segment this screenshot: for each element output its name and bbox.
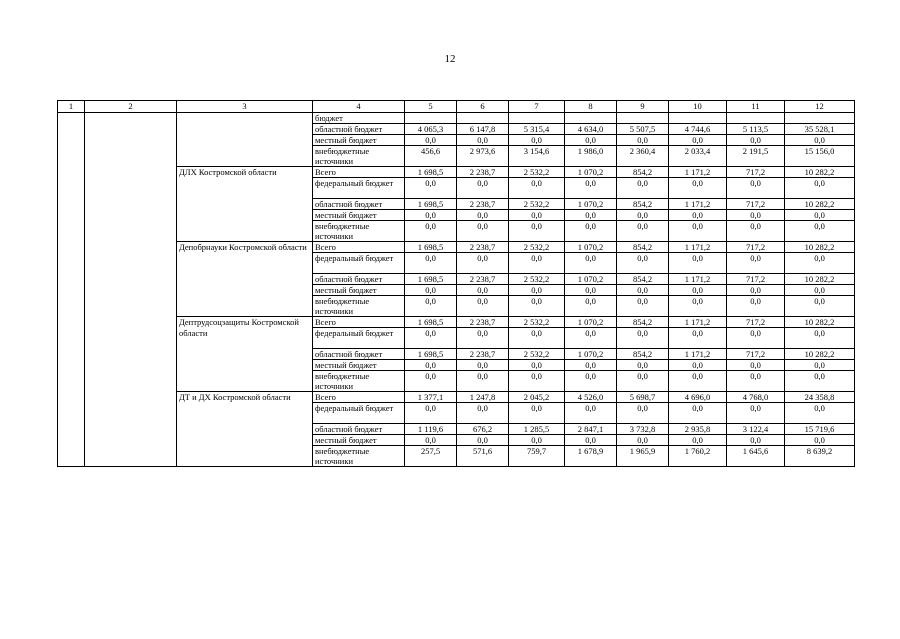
value-cell: 0,0 <box>669 178 727 199</box>
value-cell: 2 360,4 <box>617 146 669 167</box>
value-cell: 257,5 <box>405 446 457 467</box>
value-cell: 0,0 <box>785 328 855 349</box>
value-cell: 1 678,9 <box>565 446 617 467</box>
value-cell: 0,0 <box>727 328 785 349</box>
value-cell: 0,0 <box>785 371 855 392</box>
value-cell: 2 045,2 <box>509 392 565 403</box>
column-header: 9 <box>617 101 669 113</box>
row-label: Всего <box>313 392 405 403</box>
value-cell: 0,0 <box>727 178 785 199</box>
value-cell: 1 119,6 <box>405 424 457 435</box>
value-cell: 4 768,0 <box>727 392 785 403</box>
col-2-cell <box>85 113 177 467</box>
value-cell: 0,0 <box>509 360 565 371</box>
value-cell: 0,0 <box>785 435 855 446</box>
table-row <box>58 113 855 124</box>
value-cell: 0,0 <box>785 178 855 199</box>
column-header: 4 <box>313 101 405 113</box>
value-cell: 0,0 <box>509 328 565 349</box>
value-cell: 0,0 <box>617 135 669 146</box>
table-row <box>58 317 855 328</box>
value-cell: 2 033,4 <box>669 146 727 167</box>
executor-cell: ДЛХ Костромской области <box>177 167 313 242</box>
value-cell: 0,0 <box>565 253 617 274</box>
value-cell: 1 171,2 <box>669 167 727 178</box>
value-cell: 0,0 <box>565 285 617 296</box>
value-cell: 0,0 <box>509 221 565 242</box>
row-label: областной бюджет <box>313 349 405 360</box>
value-cell: 5 507,5 <box>617 124 669 135</box>
value-cell: 1 070,2 <box>565 199 617 210</box>
value-cell: 0,0 <box>509 435 565 446</box>
executor-cell: ДТ и ДХ Костромской области <box>177 392 313 467</box>
column-header: 11 <box>727 101 785 113</box>
value-cell: 2 238,7 <box>457 167 509 178</box>
value-cell: 0,0 <box>785 221 855 242</box>
value-cell: 0,0 <box>785 253 855 274</box>
row-label: местный бюджет <box>313 360 405 371</box>
value-cell: 0,0 <box>405 178 457 199</box>
value-cell: 0,0 <box>565 328 617 349</box>
value-cell: 1 377,1 <box>405 392 457 403</box>
value-cell: 0,0 <box>509 135 565 146</box>
value-cell: 1 070,2 <box>565 317 617 328</box>
row-label: внебюджетные источники <box>313 146 405 167</box>
value-cell: 4 065,3 <box>405 124 457 135</box>
value-cell: 3 732,8 <box>617 424 669 435</box>
value-cell: 0,0 <box>565 178 617 199</box>
value-cell: 0,0 <box>457 178 509 199</box>
value-cell: 0,0 <box>405 210 457 221</box>
value-cell: 2 532,2 <box>509 317 565 328</box>
value-cell: 3 154,6 <box>509 146 565 167</box>
value-cell: 717,2 <box>727 349 785 360</box>
value-cell: 2 532,2 <box>509 242 565 253</box>
value-cell: 676,2 <box>457 424 509 435</box>
column-header: 12 <box>785 101 855 113</box>
value-cell: 0,0 <box>405 296 457 317</box>
executor-cell: Депобрнауки Костромской области <box>177 242 313 317</box>
value-cell: 0,0 <box>617 178 669 199</box>
value-cell: 854,2 <box>617 317 669 328</box>
value-cell: 854,2 <box>617 242 669 253</box>
value-cell: 15 719,6 <box>785 424 855 435</box>
value-cell: 759,7 <box>509 446 565 467</box>
value-cell: 0,0 <box>405 328 457 349</box>
value-cell: 10 282,2 <box>785 242 855 253</box>
value-cell: 0,0 <box>405 285 457 296</box>
value-cell: 0,0 <box>669 296 727 317</box>
value-cell: 0,0 <box>565 135 617 146</box>
value-cell: 0,0 <box>509 296 565 317</box>
value-cell: 0,0 <box>565 360 617 371</box>
value-cell: 0,0 <box>565 221 617 242</box>
value-cell: 0,0 <box>727 253 785 274</box>
value-cell: 0,0 <box>727 371 785 392</box>
value-cell: 15 156,0 <box>785 146 855 167</box>
value-cell: 0,0 <box>669 221 727 242</box>
column-header: 1 <box>58 101 85 113</box>
budget-table <box>57 100 855 467</box>
value-cell: 0,0 <box>565 296 617 317</box>
value-cell: 0,0 <box>565 371 617 392</box>
value-cell: 10 282,2 <box>785 317 855 328</box>
value-cell: 1 698,5 <box>405 167 457 178</box>
value-cell: 0,0 <box>457 285 509 296</box>
value-cell: 854,2 <box>617 349 669 360</box>
column-header: 8 <box>565 101 617 113</box>
value-cell: 2 532,2 <box>509 167 565 178</box>
value-cell: 1 698,5 <box>405 199 457 210</box>
value-cell: 854,2 <box>617 167 669 178</box>
value-cell: 4 696,0 <box>669 392 727 403</box>
value-cell: 0,0 <box>457 210 509 221</box>
value-cell: 3 122,4 <box>727 424 785 435</box>
value-cell: 0,0 <box>457 135 509 146</box>
table-body <box>58 113 855 467</box>
value-cell: 571,6 <box>457 446 509 467</box>
column-header: 5 <box>405 101 457 113</box>
value-cell: 10 282,2 <box>785 199 855 210</box>
value-cell: 1 285,5 <box>509 424 565 435</box>
value-cell: 2 973,6 <box>457 146 509 167</box>
value-cell: 0,0 <box>405 403 457 424</box>
value-cell: 2 238,7 <box>457 274 509 285</box>
value-cell: 5 113,5 <box>727 124 785 135</box>
column-header: 6 <box>457 101 509 113</box>
value-cell: 0,0 <box>565 210 617 221</box>
row-label: бюджет <box>313 113 405 124</box>
column-header: 7 <box>509 101 565 113</box>
value-cell: 854,2 <box>617 199 669 210</box>
value-cell: 0,0 <box>565 435 617 446</box>
value-cell: 1 171,2 <box>669 349 727 360</box>
column-header: 3 <box>177 101 313 113</box>
row-label: областной бюджет <box>313 124 405 135</box>
value-cell: 0,0 <box>457 360 509 371</box>
value-cell: 1 698,5 <box>405 349 457 360</box>
value-cell: 0,0 <box>405 253 457 274</box>
value-cell: 4 526,0 <box>565 392 617 403</box>
value-cell: 24 358,8 <box>785 392 855 403</box>
value-cell: 1 698,5 <box>405 317 457 328</box>
value-cell: 0,0 <box>669 135 727 146</box>
row-label: областной бюджет <box>313 424 405 435</box>
value-cell: 1 645,6 <box>727 446 785 467</box>
value-cell: 10 282,2 <box>785 349 855 360</box>
value-cell: 2 238,7 <box>457 242 509 253</box>
value-cell: 0,0 <box>457 371 509 392</box>
value-cell: 0,0 <box>457 221 509 242</box>
value-cell: 0,0 <box>617 285 669 296</box>
value-cell: 0,0 <box>457 435 509 446</box>
value-cell: 2 935,8 <box>669 424 727 435</box>
row-label: областной бюджет <box>313 199 405 210</box>
value-cell: 0,0 <box>617 360 669 371</box>
value-cell: 0,0 <box>405 135 457 146</box>
value-cell: 0,0 <box>509 403 565 424</box>
value-cell: 0,0 <box>617 328 669 349</box>
value-cell: 0,0 <box>617 435 669 446</box>
value-cell: 0,0 <box>405 371 457 392</box>
value-cell: 0,0 <box>727 296 785 317</box>
value-cell: 0,0 <box>669 210 727 221</box>
value-cell: 0,0 <box>669 253 727 274</box>
value-cell: 0,0 <box>457 253 509 274</box>
value-cell: 0,0 <box>405 435 457 446</box>
value-cell: 5 698,7 <box>617 392 669 403</box>
value-cell: 0,0 <box>457 328 509 349</box>
value-cell: 0,0 <box>509 371 565 392</box>
value-cell: 1 247,8 <box>457 392 509 403</box>
value-cell: 0,0 <box>727 285 785 296</box>
value-cell: 2 238,7 <box>457 199 509 210</box>
table-row <box>58 392 855 403</box>
value-cell: 10 282,2 <box>785 167 855 178</box>
value-cell: 1 070,2 <box>565 349 617 360</box>
value-cell: 1 965,9 <box>617 446 669 467</box>
value-cell: 0,0 <box>727 360 785 371</box>
value-cell: 0,0 <box>509 253 565 274</box>
value-cell: 0,0 <box>509 178 565 199</box>
value-cell: 456,6 <box>405 146 457 167</box>
value-cell: 10 282,2 <box>785 274 855 285</box>
page-number: 12 <box>444 53 456 65</box>
value-cell: 0,0 <box>785 135 855 146</box>
value-cell: 0,0 <box>669 403 727 424</box>
value-cell: 2 238,7 <box>457 317 509 328</box>
column-header: 10 <box>669 101 727 113</box>
value-cell: 0,0 <box>457 403 509 424</box>
value-cell: 0,0 <box>617 210 669 221</box>
value-cell: 0,0 <box>785 360 855 371</box>
row-label: внебюджетные источники <box>313 221 405 242</box>
row-label: внебюджетные источники <box>313 296 405 317</box>
value-cell: 0,0 <box>669 360 727 371</box>
value-cell: 0,0 <box>457 296 509 317</box>
value-cell: 0,0 <box>785 285 855 296</box>
value-cell: 1 760,2 <box>669 446 727 467</box>
row-label: федеральный бюджет <box>313 403 405 424</box>
value-cell: 0,0 <box>785 296 855 317</box>
column-number-row <box>58 101 855 113</box>
value-cell: 4 744,6 <box>669 124 727 135</box>
value-cell: 0,0 <box>727 221 785 242</box>
row-label: местный бюджет <box>313 285 405 296</box>
row-label: Всего <box>313 242 405 253</box>
value-cell: 1 171,2 <box>669 274 727 285</box>
value-cell: 6 147,8 <box>457 124 509 135</box>
value-cell: 0,0 <box>617 371 669 392</box>
value-cell: 0,0 <box>785 403 855 424</box>
value-cell: 4 634,0 <box>565 124 617 135</box>
row-label: федеральный бюджет <box>313 253 405 274</box>
row-label: внебюджетные источники <box>313 371 405 392</box>
value-cell: 2 238,7 <box>457 349 509 360</box>
row-label: Всего <box>313 317 405 328</box>
value-cell: 717,2 <box>727 167 785 178</box>
value-cell: 1 698,5 <box>405 274 457 285</box>
value-cell: 1 070,2 <box>565 274 617 285</box>
table-row <box>58 242 855 253</box>
value-cell: 2 847,1 <box>565 424 617 435</box>
value-cell: 1 171,2 <box>669 317 727 328</box>
value-cell: 2 532,2 <box>509 274 565 285</box>
col-1-cell <box>58 113 85 467</box>
column-header: 2 <box>85 101 177 113</box>
value-cell: 2 191,5 <box>727 146 785 167</box>
value-cell: 717,2 <box>727 274 785 285</box>
row-label: местный бюджет <box>313 135 405 146</box>
value-cell: 0,0 <box>669 371 727 392</box>
value-cell: 1 070,2 <box>565 242 617 253</box>
value-cell: 0,0 <box>617 253 669 274</box>
value-cell: 2 532,2 <box>509 349 565 360</box>
value-cell: 717,2 <box>727 199 785 210</box>
row-label: Всего <box>313 167 405 178</box>
value-cell: 0,0 <box>669 285 727 296</box>
value-cell: 0,0 <box>669 435 727 446</box>
value-cell: 0,0 <box>727 210 785 221</box>
value-cell: 717,2 <box>727 317 785 328</box>
value-cell: 0,0 <box>727 403 785 424</box>
value-cell: 1 171,2 <box>669 199 727 210</box>
value-cell: 0,0 <box>727 435 785 446</box>
row-label: местный бюджет <box>313 435 405 446</box>
value-cell: 0,0 <box>405 221 457 242</box>
value-cell: 1 986,0 <box>565 146 617 167</box>
value-cell: 0,0 <box>617 221 669 242</box>
executor-cell: Дептрудсоцзащиты Костромской области <box>177 317 313 392</box>
table-row <box>58 167 855 178</box>
value-cell: 5 315,4 <box>509 124 565 135</box>
value-cell: 854,2 <box>617 274 669 285</box>
value-cell: 0,0 <box>727 135 785 146</box>
value-cell: 0,0 <box>669 328 727 349</box>
value-cell: 8 639,2 <box>785 446 855 467</box>
value-cell: 0,0 <box>617 403 669 424</box>
value-cell: 0,0 <box>405 360 457 371</box>
value-cell: 2 532,2 <box>509 199 565 210</box>
value-cell: 1 171,2 <box>669 242 727 253</box>
value-cell: 0,0 <box>785 210 855 221</box>
value-cell: 1 698,5 <box>405 242 457 253</box>
value-cell: 35 528,1 <box>785 124 855 135</box>
value-cell: 1 070,2 <box>565 167 617 178</box>
row-label: местный бюджет <box>313 210 405 221</box>
value-cell: 0,0 <box>617 296 669 317</box>
row-label: федеральный бюджет <box>313 328 405 349</box>
row-label: внебюджетные источники <box>313 446 405 467</box>
value-cell: 0,0 <box>509 285 565 296</box>
col-3-cell <box>177 113 313 167</box>
value-cell: 0,0 <box>565 403 617 424</box>
row-label: областной бюджет <box>313 274 405 285</box>
value-cell: 0,0 <box>509 210 565 221</box>
value-cell: 717,2 <box>727 242 785 253</box>
row-label: федеральный бюджет <box>313 178 405 199</box>
